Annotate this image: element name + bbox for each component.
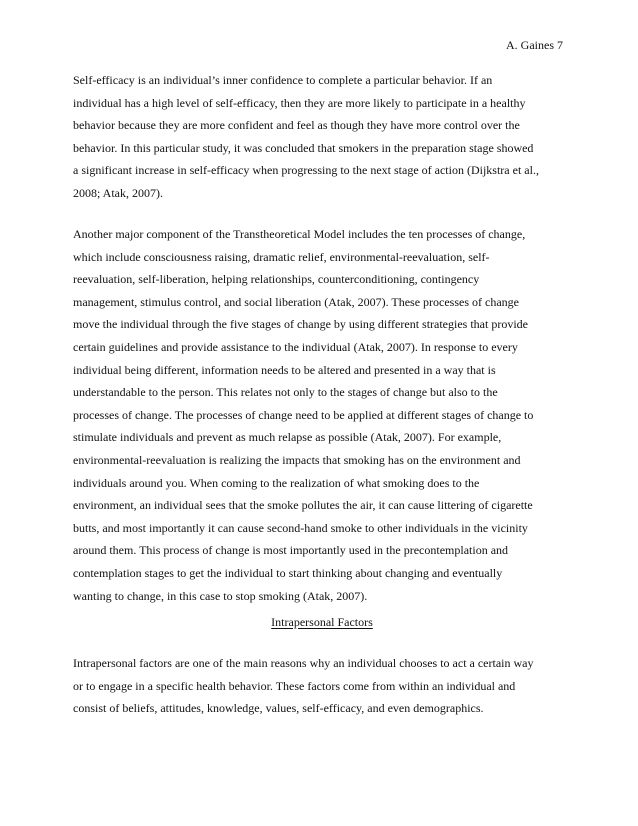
text-line: individual being different, information needs to be altered and presented in a way that is	[73, 362, 496, 377]
text-line: contemplation stages to get the individual to start thinking about changing and eventually	[73, 565, 503, 580]
text-line: processes of change. The processes of change need to be applied at different stages of change to	[73, 407, 534, 422]
text-line: behavior. In this particular study, it was concluded that smokers in the preparation stage showed	[73, 140, 534, 155]
text-line: reevaluation, self-liberation, helping relationships, counterconditioning, contingency	[73, 272, 480, 287]
text-line: move the individual through the five stages of change by using different strategies that provide	[73, 317, 528, 332]
text-line: certain guidelines and provide assistance to the individual (Atak, 2007). In response to every	[73, 339, 518, 354]
text-line: behavior because they are more confident and feel as though they have more control over the	[73, 118, 520, 133]
text-line: management, stimulus control, and social liberation (Atak, 2007). These processes of change	[73, 294, 519, 309]
paragraph-intrapersonal-factors	[73, 652, 571, 720]
text-line: consist of beliefs, attitudes, knowledge, values, self-efficacy, and even demographics.	[73, 701, 484, 716]
paragraph-processes-of-change	[73, 223, 571, 607]
text-line: 2008; Atak, 2007).	[73, 185, 163, 200]
running-head: A. Gaines 7	[506, 38, 563, 52]
text-line: around them. This process of change is most importantly used in the precontemplation and	[73, 543, 509, 558]
text-line: environmental-reevaluation is realizing the impacts that smoking has on the environment and	[73, 452, 521, 467]
text-line: Another major component of the Transtheoretical Model includes the ten processes of change,	[73, 227, 526, 241]
text-line: stimulate individuals and prevent as much relapse as possible (Atak, 2007). For example,	[73, 430, 502, 445]
text-line: wanting to change, in this case to stop smoking (Atak, 2007).	[73, 588, 368, 603]
text-line: environment, an individual sees that the smoke pollutes the air, it can cause littering of cigarette	[73, 498, 533, 513]
text-line: Self-efficacy is an individual’s inner confidence to complete a particular behavior. If an	[73, 73, 493, 87]
text-line: individual has a high level of self-efficacy, then they are more likely to participate in a healthy	[73, 95, 526, 110]
section-heading	[73, 611, 571, 634]
text-line: butts, and most importantly it can cause second-hand smoke to other individuals in the vicinity	[73, 520, 528, 535]
text-line: Intrapersonal factors are one of the main reasons why an individual chooses to act a certain way	[73, 656, 534, 670]
text-line: understandable to the person. This relates not only to the stages of change but also to the	[73, 385, 498, 400]
paragraph-self-efficacy	[73, 69, 571, 205]
text-line: a significant increase in self-efficacy when progressing to the next stage of action (Dijkstra et al.,	[73, 163, 539, 178]
section-heading-text: Intrapersonal Factors	[271, 615, 373, 629]
text-line: individuals around you. When coming to the realization of what smoking does to the	[73, 475, 480, 490]
text-line: or to engage in a specific health behavior. These factors come from within an individual and	[73, 678, 516, 693]
text-line: which include consciousness raising, dramatic relief, environmental-reevaluation, self-	[73, 249, 490, 264]
